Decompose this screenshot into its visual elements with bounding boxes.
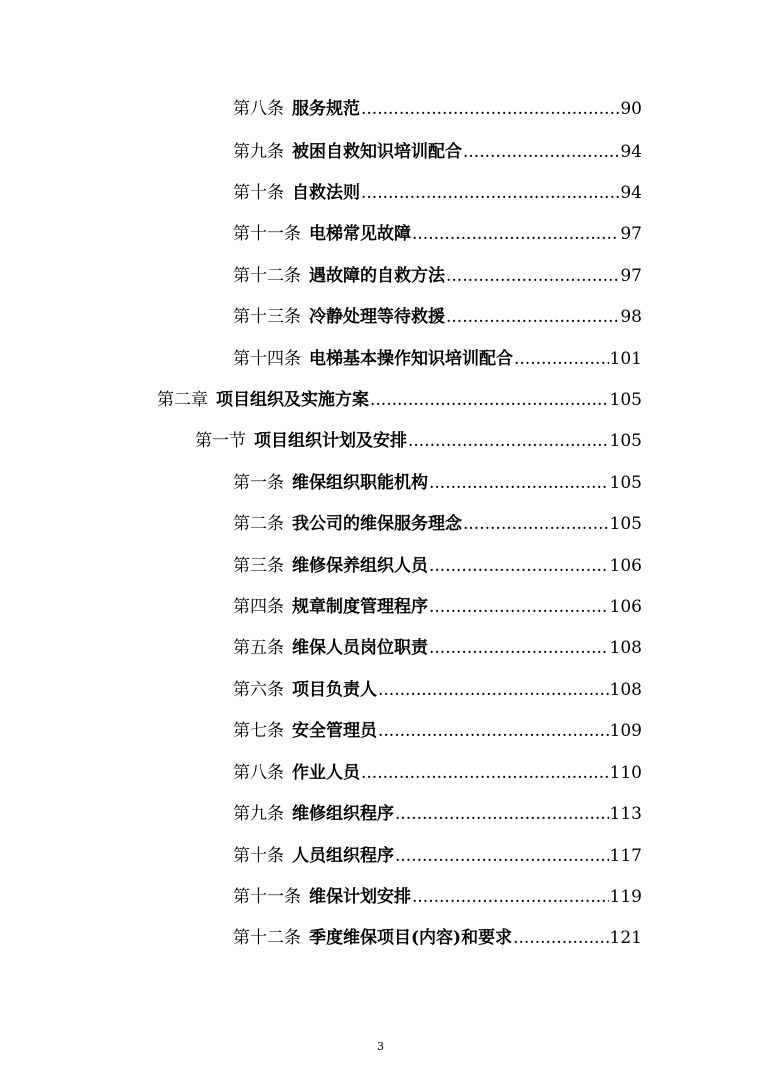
- toc-leader-dots: [408, 429, 609, 453]
- toc-entry-number: 第九条: [233, 804, 284, 824]
- toc-entry-title: 电梯常见故障: [309, 224, 411, 244]
- toc-leader-dots: [463, 140, 619, 164]
- toc-entry-title: 项目负责人: [292, 680, 377, 700]
- toc-entry-title: 项目组织计划及安排: [254, 431, 407, 451]
- toc-entry[interactable]: [233, 97, 642, 121]
- toc-entry-page: 97: [620, 224, 642, 244]
- toc-entry-number: 第五条: [233, 638, 284, 658]
- toc-entry-number: 第十四条: [233, 349, 301, 369]
- toc-leader-dots: [429, 595, 609, 619]
- toc-entry-page: 101: [609, 349, 642, 369]
- toc-leader-dots: [412, 885, 609, 909]
- toc-leader-dots: [412, 222, 619, 246]
- toc-entry-page: 105: [609, 390, 642, 410]
- toc-entry-number: 第十二条: [233, 928, 301, 948]
- toc-entry-page: 105: [609, 514, 642, 534]
- toc-entry-title: 维保人员岗位职责: [292, 638, 428, 658]
- toc-entry-title: 规章制度管理程序: [292, 597, 428, 617]
- toc-entry-number: 第一节: [195, 431, 246, 451]
- toc-leader-dots: [361, 97, 619, 121]
- toc-leader-dots: [429, 636, 609, 660]
- toc-entry-title: 服务规范: [292, 99, 360, 119]
- toc-entry-chapter[interactable]: [157, 388, 642, 412]
- toc-entry-title: 维修组织程序: [292, 804, 394, 824]
- toc-entry-number: 第十一条: [233, 224, 301, 244]
- toc-entry-number: 第十三条: [233, 307, 301, 327]
- toc-entry-page: 94: [620, 142, 642, 162]
- toc-entry-title: 季度维保项目(内容)和要求: [309, 928, 513, 948]
- toc-entry-number: 第九条: [233, 142, 284, 162]
- toc-entry-page: 94: [620, 183, 642, 203]
- toc-entry[interactable]: [233, 347, 642, 371]
- toc-leader-dots: [378, 678, 609, 702]
- toc-entry-number: 第十条: [233, 183, 284, 203]
- toc-entry[interactable]: [233, 844, 642, 868]
- toc-entry[interactable]: [233, 471, 642, 495]
- toc-entry-number: 第三条: [233, 556, 284, 576]
- toc-leader-dots: [370, 388, 609, 412]
- toc-entry[interactable]: [233, 181, 642, 205]
- toc-entry-title: 电梯基本操作知识培训配合: [309, 349, 513, 369]
- toc-entry[interactable]: [233, 761, 642, 785]
- toc-entry-number: 第十一条: [233, 887, 301, 907]
- toc-leader-dots: [378, 719, 609, 743]
- toc-entry[interactable]: [233, 678, 642, 702]
- toc-entry[interactable]: [233, 264, 642, 288]
- toc-entry-title: 项目组织及实施方案: [216, 390, 369, 410]
- toc-entry-title: 维修保养组织人员: [292, 556, 428, 576]
- toc-entry-page: 98: [620, 307, 642, 327]
- toc-leader-dots: [446, 264, 619, 288]
- toc-entry-page: 108: [609, 638, 642, 658]
- toc-entry[interactable]: [233, 595, 642, 619]
- toc-leader-dots: [429, 554, 609, 578]
- toc-entry-title: 遇故障的自救方法: [309, 266, 445, 286]
- toc-entry-page: 90: [620, 99, 642, 119]
- toc-entry-page: 106: [609, 556, 642, 576]
- toc-entry-title: 作业人员: [292, 763, 360, 783]
- toc-entry[interactable]: [233, 512, 642, 536]
- toc-entry-number: 第七条: [233, 721, 284, 741]
- page-number: 3: [377, 1040, 384, 1053]
- toc-entry-number: 第十条: [233, 846, 284, 866]
- toc-entry-number: 第二章: [157, 390, 208, 410]
- toc-entry-page: 106: [609, 597, 642, 617]
- toc-entry-title: 冷静处理等待救援: [309, 307, 445, 327]
- toc-entry-title: 被困自救知识培训配合: [292, 142, 462, 162]
- toc-entry-section[interactable]: [195, 429, 642, 453]
- toc-entry-page: 97: [620, 266, 642, 286]
- toc-entry[interactable]: [233, 222, 642, 246]
- toc-entry[interactable]: [233, 305, 642, 329]
- toc-entry[interactable]: [233, 885, 642, 909]
- toc-entry[interactable]: [233, 926, 642, 950]
- toc-entry-page: 109: [609, 721, 642, 741]
- toc-leader-dots: [361, 181, 619, 205]
- toc-leader-dots: [395, 802, 609, 826]
- toc-entry-title: 维保组织职能机构: [292, 473, 428, 493]
- toc-entry[interactable]: [233, 802, 642, 826]
- toc-entry-page: 113: [609, 804, 642, 824]
- toc-entry-number: 第六条: [233, 680, 284, 700]
- toc-entry-number: 第二条: [233, 514, 284, 534]
- toc-entry-page: 117: [609, 846, 642, 866]
- toc-entry[interactable]: [233, 554, 642, 578]
- toc-entry-page: 105: [609, 473, 642, 493]
- toc-leader-dots: [361, 761, 609, 785]
- toc-leader-dots: [446, 305, 619, 329]
- toc-entry-page: 121: [609, 928, 642, 948]
- toc-entry[interactable]: [233, 719, 642, 743]
- toc-entry-title: 安全管理员: [292, 721, 377, 741]
- toc-entry-page: 105: [609, 431, 642, 451]
- toc-entry-page: 119: [609, 887, 642, 907]
- toc-entry-title: 自救法则: [292, 183, 360, 203]
- toc-entry-title: 我公司的维保服务理念: [292, 514, 462, 534]
- toc-entry-number: 第八条: [233, 99, 284, 119]
- toc-leader-dots: [514, 347, 609, 371]
- toc-leader-dots: [395, 844, 609, 868]
- toc-entry-title: 人员组织程序: [292, 846, 394, 866]
- toc-leader-dots: [463, 512, 609, 536]
- toc-entry-number: 第四条: [233, 597, 284, 617]
- toc-entry-page: 108: [609, 680, 642, 700]
- toc-entry[interactable]: [233, 636, 642, 660]
- toc-entry-number: 第十二条: [233, 266, 301, 286]
- toc-entry-number: 第八条: [233, 763, 284, 783]
- toc-leader-dots: [429, 471, 609, 495]
- toc-entry-page: 110: [609, 763, 642, 783]
- toc-leader-dots: [513, 926, 608, 950]
- toc-entry-number: 第一条: [233, 473, 284, 493]
- toc-entry[interactable]: [233, 140, 642, 164]
- toc-entry-title: 维保计划安排: [309, 887, 411, 907]
